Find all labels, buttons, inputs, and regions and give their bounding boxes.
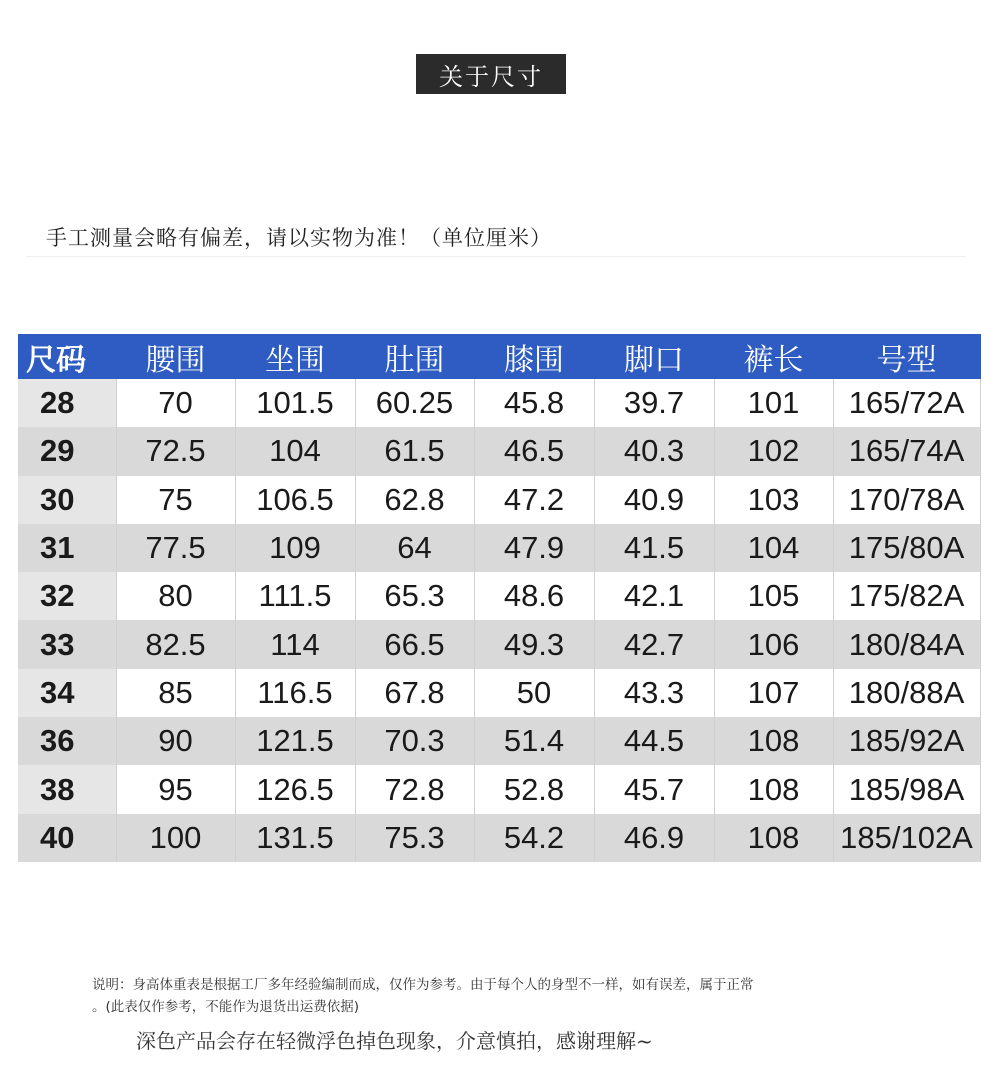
table-cell: 116.5 <box>235 669 355 717</box>
table-cell: 121.5 <box>235 717 355 765</box>
table-cell: 175/80A <box>833 524 980 572</box>
section-title: 关于尺寸 <box>416 54 566 94</box>
table-cell: 72.8 <box>355 765 474 813</box>
table-cell: 54.2 <box>474 814 594 862</box>
size-cell: 34 <box>18 669 116 717</box>
table-cell: 39.7 <box>594 379 714 427</box>
table-cell: 111.5 <box>235 572 355 620</box>
table-cell: 48.6 <box>474 572 594 620</box>
table-cell: 75 <box>116 476 235 524</box>
table-row <box>18 427 980 475</box>
table-cell: 106.5 <box>235 476 355 524</box>
header-fit-code: 号型 <box>833 334 980 379</box>
table-cell: 165/74A <box>833 427 980 475</box>
table-cell: 50 <box>474 669 594 717</box>
table-cell: 101 <box>714 379 833 427</box>
size-cell: 32 <box>18 572 116 620</box>
table-cell: 104 <box>235 427 355 475</box>
table-row <box>18 717 980 765</box>
table-cell: 65.3 <box>355 572 474 620</box>
table-cell: 77.5 <box>116 524 235 572</box>
table-row <box>18 669 980 717</box>
size-cell: 36 <box>18 717 116 765</box>
footer-color-warning: 深色产品会存在轻微浮色掉色现象，介意慎拍，感谢理解~ <box>136 1029 653 1053</box>
table-cell: 165/72A <box>833 379 980 427</box>
divider <box>26 256 966 257</box>
header-size: 尺码 <box>18 334 116 379</box>
table-cell: 105 <box>714 572 833 620</box>
table-cell: 85 <box>116 669 235 717</box>
table-cell: 170/78A <box>833 476 980 524</box>
table-cell: 103 <box>714 476 833 524</box>
header-length: 裤长 <box>714 334 833 379</box>
size-chart-table <box>18 334 981 862</box>
table-cell: 60.25 <box>355 379 474 427</box>
table-cell: 75.3 <box>355 814 474 862</box>
table-cell: 67.8 <box>355 669 474 717</box>
size-cell: 28 <box>18 379 116 427</box>
table-cell: 43.3 <box>594 669 714 717</box>
size-cell: 29 <box>18 427 116 475</box>
table-cell: 44.5 <box>594 717 714 765</box>
table-cell: 95 <box>116 765 235 813</box>
table-cell: 185/98A <box>833 765 980 813</box>
table-row <box>18 765 980 813</box>
table-cell: 106 <box>714 620 833 668</box>
table-cell: 101.5 <box>235 379 355 427</box>
table-cell: 47.2 <box>474 476 594 524</box>
table-cell: 64 <box>355 524 474 572</box>
table-cell: 90 <box>116 717 235 765</box>
header-waist: 腰围 <box>116 334 235 379</box>
header-hip: 坐围 <box>235 334 355 379</box>
table-cell: 102 <box>714 427 833 475</box>
header-belly: 肚围 <box>355 334 474 379</box>
table-cell: 41.5 <box>594 524 714 572</box>
table-cell: 108 <box>714 814 833 862</box>
table-cell: 66.5 <box>355 620 474 668</box>
table-row <box>18 572 980 620</box>
table-cell: 42.7 <box>594 620 714 668</box>
table-cell: 114 <box>235 620 355 668</box>
table-cell: 61.5 <box>355 427 474 475</box>
header-knee: 膝围 <box>474 334 594 379</box>
table-row <box>18 814 980 862</box>
table-row <box>18 379 980 427</box>
table-cell: 180/84A <box>833 620 980 668</box>
size-cell: 31 <box>18 524 116 572</box>
table-cell: 45.7 <box>594 765 714 813</box>
table-cell: 62.8 <box>355 476 474 524</box>
table-cell: 185/102A <box>833 814 980 862</box>
table-cell: 100 <box>116 814 235 862</box>
table-cell: 80 <box>116 572 235 620</box>
table-cell: 180/88A <box>833 669 980 717</box>
table-cell: 52.8 <box>474 765 594 813</box>
size-cell: 40 <box>18 814 116 862</box>
table-cell: 40.9 <box>594 476 714 524</box>
table-cell: 108 <box>714 717 833 765</box>
size-cell: 30 <box>18 476 116 524</box>
table-cell: 70.3 <box>355 717 474 765</box>
table-cell: 40.3 <box>594 427 714 475</box>
table-cell: 46.9 <box>594 814 714 862</box>
size-cell: 33 <box>18 620 116 668</box>
size-cell: 38 <box>18 765 116 813</box>
table-cell: 104 <box>714 524 833 572</box>
table-cell: 107 <box>714 669 833 717</box>
table-cell: 108 <box>714 765 833 813</box>
measurement-note: 手工测量会略有偏差，请以实物为准！（单位厘米） <box>46 226 552 250</box>
footer-notes <box>92 974 922 1018</box>
table-cell: 49.3 <box>474 620 594 668</box>
table-cell: 45.8 <box>474 379 594 427</box>
footer-line-1: 说明：身高体重表是根据工厂多年经验编制而成，仅作为参考。由于每个人的身型不一样，如有误差，属于正常 <box>92 977 754 993</box>
header-hem: 脚口 <box>594 334 714 379</box>
table-cell: 131.5 <box>235 814 355 862</box>
footer-line-2: 。(此表仅作参考，不能作为退货出运费依据) <box>92 999 360 1015</box>
table-cell: 72.5 <box>116 427 235 475</box>
table-cell: 42.1 <box>594 572 714 620</box>
table-cell: 70 <box>116 379 235 427</box>
table-cell: 185/92A <box>833 717 980 765</box>
table-header-row <box>18 334 980 379</box>
table-row <box>18 476 980 524</box>
table-cell: 82.5 <box>116 620 235 668</box>
table-cell: 126.5 <box>235 765 355 813</box>
table-row <box>18 620 980 668</box>
table-cell: 175/82A <box>833 572 980 620</box>
table-row <box>18 524 980 572</box>
table-cell: 109 <box>235 524 355 572</box>
table-cell: 51.4 <box>474 717 594 765</box>
table-cell: 46.5 <box>474 427 594 475</box>
table-cell: 47.9 <box>474 524 594 572</box>
